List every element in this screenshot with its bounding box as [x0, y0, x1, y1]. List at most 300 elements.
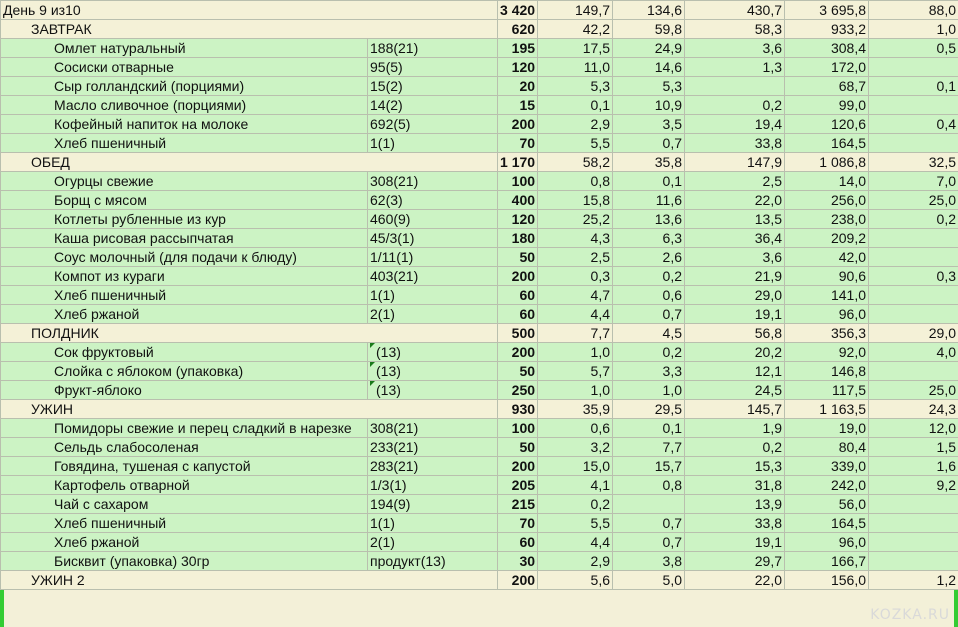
protein-cell[interactable]: 0,1: [538, 96, 613, 115]
kcal-cell[interactable]: 92,0: [785, 343, 869, 362]
recipe-code-cell[interactable]: [368, 286, 498, 305]
dish-name-cell[interactable]: Хлеб пшеничный: [1, 514, 368, 533]
dish-name-cell[interactable]: Борщ с мясом: [1, 191, 368, 210]
dish-row: [1, 115, 958, 134]
protein-cell[interactable]: 0,2: [538, 495, 613, 514]
carbs-cell[interactable]: 31,8: [685, 476, 785, 495]
fat-cell[interactable]: 2,6: [613, 248, 685, 267]
carbs-cell[interactable]: 0,2: [685, 96, 785, 115]
protein-cell[interactable]: 58,2: [538, 153, 613, 172]
fat-cell[interactable]: 0,1: [613, 419, 685, 438]
dish-row: [1, 305, 958, 324]
meal-name-cell[interactable]: УЖИН 2: [1, 571, 498, 590]
recipe-code: 62(3): [370, 192, 403, 208]
recipe-code: 1/11(1): [370, 249, 414, 265]
kcal-cell[interactable]: 356,3: [785, 324, 869, 343]
fat-cell[interactable]: 7,7: [613, 438, 685, 457]
fat-cell[interactable]: 11,6: [613, 191, 685, 210]
vitamin-cell[interactable]: [869, 286, 958, 305]
protein-cell[interactable]: 149,7: [538, 1, 613, 20]
dish-name-cell[interactable]: Помидоры свежие и перец сладкий в нарезке: [1, 419, 368, 438]
vitamin-cell[interactable]: [869, 514, 958, 533]
weight-cell[interactable]: 400: [498, 191, 538, 210]
dish-name-cell[interactable]: Хлеб ржаной: [1, 305, 368, 324]
meal-name-cell[interactable]: УЖИН: [1, 400, 498, 419]
carbs-cell[interactable]: 3,6: [685, 39, 785, 58]
dish-name-cell[interactable]: Хлеб пшеничный: [1, 134, 368, 153]
carbs-cell[interactable]: 1,9: [685, 419, 785, 438]
recipe-code-cell[interactable]: [368, 191, 498, 210]
weight-cell[interactable]: 250: [498, 381, 538, 400]
meal-section-row: [1, 571, 958, 590]
recipe-code-cell[interactable]: [368, 438, 498, 457]
recipe-code-cell[interactable]: [368, 343, 498, 362]
kcal-cell[interactable]: 80,4: [785, 438, 869, 457]
kcal-cell[interactable]: 339,0: [785, 457, 869, 476]
carbs-cell[interactable]: 0,2: [685, 438, 785, 457]
dish-row: [1, 229, 958, 248]
recipe-code: 308(21): [370, 173, 419, 189]
dish-name-cell[interactable]: Кофейный напиток на молоке: [1, 115, 368, 134]
recipe-code-cell[interactable]: [368, 96, 498, 115]
fat-cell[interactable]: 3,5: [613, 115, 685, 134]
recipe-code: 460(9): [370, 211, 411, 227]
vitamin-cell[interactable]: [869, 552, 958, 571]
recipe-code-cell[interactable]: [368, 552, 498, 571]
recipe-code: продукт(13): [370, 553, 446, 569]
vitamin-cell[interactable]: 1,5: [869, 438, 958, 457]
vitamin-cell[interactable]: 88,0: [869, 1, 958, 20]
vitamin-cell[interactable]: 0,2: [869, 210, 958, 229]
recipe-code: 2(1): [370, 534, 395, 550]
weight-cell[interactable]: 1 170: [498, 153, 538, 172]
weight-cell[interactable]: 205: [498, 476, 538, 495]
vitamin-cell[interactable]: 0,3: [869, 267, 958, 286]
fat-cell[interactable]: 24,9: [613, 39, 685, 58]
recipe-code: 95(5): [370, 59, 403, 75]
dish-name-cell[interactable]: Масло сливочное (порциями): [1, 96, 368, 115]
weight-cell[interactable]: 70: [498, 514, 538, 533]
fat-cell[interactable]: 14,6: [613, 58, 685, 77]
vitamin-cell[interactable]: 12,0: [869, 419, 958, 438]
dish-row: [1, 419, 958, 438]
vitamin-cell[interactable]: 0,1: [869, 77, 958, 96]
protein-cell[interactable]: 15,0: [538, 457, 613, 476]
recipe-code-cell[interactable]: [368, 305, 498, 324]
fat-cell[interactable]: 0,7: [613, 134, 685, 153]
vitamin-cell[interactable]: 4,0: [869, 343, 958, 362]
kcal-cell[interactable]: 56,0: [785, 495, 869, 514]
protein-cell[interactable]: 15,8: [538, 191, 613, 210]
meal-section-row: [1, 153, 958, 172]
kcal-cell[interactable]: 238,0: [785, 210, 869, 229]
carbs-cell[interactable]: 33,8: [685, 134, 785, 153]
recipe-code: 45/3(1): [370, 230, 415, 246]
protein-cell[interactable]: 1,0: [538, 381, 613, 400]
fat-cell[interactable]: 5,0: [613, 571, 685, 590]
dish-row: [1, 39, 958, 58]
kcal-cell[interactable]: 117,5: [785, 381, 869, 400]
weight-cell[interactable]: 200: [498, 267, 538, 286]
protein-cell[interactable]: 0,3: [538, 267, 613, 286]
weight-cell[interactable]: 200: [498, 571, 538, 590]
carbs-cell[interactable]: 29,0: [685, 286, 785, 305]
fat-cell[interactable]: 29,5: [613, 400, 685, 419]
carbs-cell[interactable]: 29,7: [685, 552, 785, 571]
dish-row: [1, 172, 958, 191]
dish-row: [1, 77, 958, 96]
recipe-code: 1/3(1): [370, 477, 407, 493]
carbs-cell[interactable]: 13,9: [685, 495, 785, 514]
recipe-code-cell[interactable]: [368, 39, 498, 58]
fat-cell[interactable]: 0,2: [613, 343, 685, 362]
dish-row: [1, 476, 958, 495]
dish-name-cell[interactable]: Хлеб пшеничный: [1, 286, 368, 305]
weight-cell[interactable]: 200: [498, 115, 538, 134]
protein-cell[interactable]: 4,4: [538, 305, 613, 324]
protein-cell[interactable]: 2,5: [538, 248, 613, 267]
protein-cell[interactable]: 25,2: [538, 210, 613, 229]
dish-name-cell[interactable]: Сыр голландский (порциями): [1, 77, 368, 96]
recipe-code: 403(21): [370, 268, 419, 284]
dish-row: [1, 267, 958, 286]
recipe-code: 1(1): [370, 135, 395, 151]
recipe-code: 194(9): [370, 496, 411, 512]
dish-row: [1, 134, 958, 153]
carbs-cell[interactable]: 22,0: [685, 191, 785, 210]
recipe-code-cell[interactable]: [368, 514, 498, 533]
dish-name-cell[interactable]: Фрукт-яблоко: [1, 381, 368, 400]
dish-row: [1, 495, 958, 514]
dish-row: [1, 552, 958, 571]
carbs-cell[interactable]: 12,1: [685, 362, 785, 381]
fat-cell[interactable]: 59,8: [613, 20, 685, 39]
weight-cell[interactable]: 200: [498, 457, 538, 476]
carbs-cell[interactable]: 58,3: [685, 20, 785, 39]
dish-name-cell[interactable]: Каша рисовая рассыпчатая: [1, 229, 368, 248]
fat-cell[interactable]: 13,6: [613, 210, 685, 229]
comment-marker-icon: [370, 362, 375, 367]
recipe-code: 14(2): [370, 97, 403, 113]
dish-row: [1, 343, 958, 362]
kcal-cell[interactable]: 19,0: [785, 419, 869, 438]
weight-cell[interactable]: 20: [498, 77, 538, 96]
carbs-cell[interactable]: 1,3: [685, 58, 785, 77]
recipe-code-cell[interactable]: [368, 495, 498, 514]
carbs-cell[interactable]: 22,0: [685, 571, 785, 590]
recipe-code-cell[interactable]: [368, 533, 498, 552]
weight-cell[interactable]: 50: [498, 362, 538, 381]
recipe-code: (13): [376, 344, 401, 360]
protein-cell[interactable]: 5,3: [538, 77, 613, 96]
carbs-cell[interactable]: 430,7: [685, 1, 785, 20]
meal-name-cell[interactable]: ОБЕД: [1, 153, 498, 172]
protein-cell[interactable]: 1,0: [538, 343, 613, 362]
fat-cell[interactable]: 0,7: [613, 305, 685, 324]
dish-row: [1, 96, 958, 115]
dish-name-cell[interactable]: Сосиски отварные: [1, 58, 368, 77]
fat-cell[interactable]: 0,1: [613, 172, 685, 191]
carbs-cell[interactable]: 3,6: [685, 248, 785, 267]
comment-marker-icon: [370, 381, 375, 386]
dish-name-cell[interactable]: Картофель отварной: [1, 476, 368, 495]
fat-cell[interactable]: 15,7: [613, 457, 685, 476]
recipe-code: 1(1): [370, 515, 395, 531]
kcal-cell[interactable]: 156,0: [785, 571, 869, 590]
protein-cell[interactable]: 4,1: [538, 476, 613, 495]
vitamin-cell[interactable]: 0,4: [869, 115, 958, 134]
recipe-code-cell[interactable]: [368, 267, 498, 286]
carbs-cell[interactable]: 33,8: [685, 514, 785, 533]
carbs-cell[interactable]: [685, 77, 785, 96]
protein-cell[interactable]: 4,7: [538, 286, 613, 305]
protein-cell[interactable]: 2,9: [538, 115, 613, 134]
fat-cell[interactable]: 3,3: [613, 362, 685, 381]
fat-cell[interactable]: [613, 495, 685, 514]
weight-cell[interactable]: 3 420: [498, 1, 538, 20]
kcal-cell[interactable]: 3 695,8: [785, 1, 869, 20]
dish-row: [1, 457, 958, 476]
fat-cell[interactable]: 6,3: [613, 229, 685, 248]
weight-cell[interactable]: 60: [498, 305, 538, 324]
vitamin-cell[interactable]: [869, 58, 958, 77]
kcal-cell[interactable]: 68,7: [785, 77, 869, 96]
kcal-cell[interactable]: 256,0: [785, 191, 869, 210]
kcal-cell[interactable]: 209,2: [785, 229, 869, 248]
fat-cell[interactable]: 3,8: [613, 552, 685, 571]
carbs-cell[interactable]: 20,2: [685, 343, 785, 362]
vitamin-cell[interactable]: 7,0: [869, 172, 958, 191]
dish-name-cell[interactable]: Соус молочный (для подачи к блюду): [1, 248, 368, 267]
protein-cell[interactable]: 5,7: [538, 362, 613, 381]
recipe-code-cell[interactable]: [368, 381, 498, 400]
recipe-code-cell[interactable]: [368, 457, 498, 476]
dish-row: [1, 362, 958, 381]
dish-name-cell[interactable]: Сок фруктовый: [1, 343, 368, 362]
weight-cell[interactable]: 500: [498, 324, 538, 343]
fat-cell[interactable]: 0,2: [613, 267, 685, 286]
recipe-code-cell[interactable]: [368, 476, 498, 495]
vitamin-cell[interactable]: [869, 533, 958, 552]
kcal-cell[interactable]: 164,5: [785, 514, 869, 533]
recipe-code: 15(2): [370, 78, 403, 94]
vitamin-cell[interactable]: [869, 362, 958, 381]
kcal-cell[interactable]: 96,0: [785, 305, 869, 324]
protein-cell[interactable]: 2,9: [538, 552, 613, 571]
dish-row: [1, 438, 958, 457]
kcal-cell[interactable]: 141,0: [785, 286, 869, 305]
vitamin-cell[interactable]: [869, 229, 958, 248]
kcal-cell[interactable]: 146,8: [785, 362, 869, 381]
dish-name-cell[interactable]: Сельдь слабосоленая: [1, 438, 368, 457]
carbs-cell[interactable]: 19,1: [685, 533, 785, 552]
weight-cell[interactable]: 195: [498, 39, 538, 58]
recipe-code: 188(21): [370, 40, 419, 56]
weight-cell[interactable]: 50: [498, 248, 538, 267]
weight-cell[interactable]: 120: [498, 58, 538, 77]
vitamin-cell[interactable]: [869, 96, 958, 115]
recipe-code-cell[interactable]: [368, 210, 498, 229]
protein-cell[interactable]: 0,8: [538, 172, 613, 191]
carbs-cell[interactable]: 147,9: [685, 153, 785, 172]
vitamin-cell[interactable]: 25,0: [869, 191, 958, 210]
protein-cell[interactable]: 4,3: [538, 229, 613, 248]
kcal-cell[interactable]: 172,0: [785, 58, 869, 77]
kcal-cell[interactable]: 1 086,8: [785, 153, 869, 172]
weight-cell[interactable]: 120: [498, 210, 538, 229]
carbs-cell[interactable]: 19,1: [685, 305, 785, 324]
carbs-cell[interactable]: 36,4: [685, 229, 785, 248]
weight-cell[interactable]: 30: [498, 552, 538, 571]
carbs-cell[interactable]: 15,3: [685, 457, 785, 476]
recipe-code-cell[interactable]: [368, 419, 498, 438]
recipe-code-cell[interactable]: [368, 134, 498, 153]
weight-cell[interactable]: 50: [498, 438, 538, 457]
weight-cell[interactable]: 620: [498, 20, 538, 39]
weight-cell[interactable]: 215: [498, 495, 538, 514]
protein-cell[interactable]: 5,6: [538, 571, 613, 590]
recipe-code-cell[interactable]: [368, 172, 498, 191]
recipe-code: 1(1): [370, 287, 395, 303]
carbs-cell[interactable]: 13,5: [685, 210, 785, 229]
dish-name-cell[interactable]: Компот из кураги: [1, 267, 368, 286]
vitamin-cell[interactable]: [869, 305, 958, 324]
vitamin-cell[interactable]: 9,2: [869, 476, 958, 495]
protein-cell[interactable]: 3,2: [538, 438, 613, 457]
meal-name-cell[interactable]: ЗАВТРАК: [1, 20, 498, 39]
protein-cell[interactable]: 5,5: [538, 514, 613, 533]
dish-name-cell[interactable]: Огурцы свежие: [1, 172, 368, 191]
carbs-cell[interactable]: 21,9: [685, 267, 785, 286]
meal-section-row: [1, 400, 958, 419]
protein-cell[interactable]: 4,4: [538, 533, 613, 552]
carbs-cell[interactable]: 145,7: [685, 400, 785, 419]
vitamin-cell[interactable]: 32,5: [869, 153, 958, 172]
recipe-code: 283(21): [370, 458, 419, 474]
day-total-row: [1, 1, 958, 20]
kcal-cell[interactable]: 90,6: [785, 267, 869, 286]
dish-name-cell[interactable]: Омлет натуральный: [1, 39, 368, 58]
fat-cell[interactable]: 0,7: [613, 514, 685, 533]
weight-cell[interactable]: 100: [498, 419, 538, 438]
protein-cell[interactable]: 7,7: [538, 324, 613, 343]
meal-section-row: [1, 324, 958, 343]
kcal-cell[interactable]: 1 163,5: [785, 400, 869, 419]
comment-marker-icon: [370, 343, 375, 348]
weight-cell[interactable]: 200: [498, 343, 538, 362]
vitamin-cell[interactable]: [869, 495, 958, 514]
vitamin-cell[interactable]: 1,2: [869, 571, 958, 590]
fat-cell[interactable]: 4,5: [613, 324, 685, 343]
dish-name-cell[interactable]: Котлеты рубленные из кур: [1, 210, 368, 229]
recipe-code: 233(21): [370, 439, 419, 455]
kcal-cell[interactable]: 166,7: [785, 552, 869, 571]
recipe-code: 2(1): [370, 306, 395, 322]
fat-cell[interactable]: 10,9: [613, 96, 685, 115]
kcal-cell[interactable]: 164,5: [785, 134, 869, 153]
dish-name-cell[interactable]: Чай с сахаром: [1, 495, 368, 514]
dish-row: [1, 191, 958, 210]
recipe-code: (13): [376, 382, 401, 398]
vitamin-cell[interactable]: 0,5: [869, 39, 958, 58]
dish-row: [1, 381, 958, 400]
kcal-cell[interactable]: 933,2: [785, 20, 869, 39]
weight-cell[interactable]: 60: [498, 533, 538, 552]
dish-name-cell[interactable]: Бисквит (упаковка) 30гр: [1, 552, 368, 571]
kcal-cell[interactable]: 120,6: [785, 115, 869, 134]
meal-section-row: [1, 20, 958, 39]
vitamin-cell[interactable]: [869, 134, 958, 153]
dish-name-cell[interactable]: Хлеб ржаной: [1, 533, 368, 552]
kcal-cell[interactable]: 96,0: [785, 533, 869, 552]
carbs-cell[interactable]: 19,4: [685, 115, 785, 134]
vitamin-cell[interactable]: 1,6: [869, 457, 958, 476]
dish-row: [1, 58, 958, 77]
dish-row: [1, 533, 958, 552]
kcal-cell[interactable]: 308,4: [785, 39, 869, 58]
vitamin-cell[interactable]: [869, 248, 958, 267]
fat-cell[interactable]: 35,8: [613, 153, 685, 172]
protein-cell[interactable]: 11,0: [538, 58, 613, 77]
vitamin-cell[interactable]: 29,0: [869, 324, 958, 343]
weight-cell[interactable]: 70: [498, 134, 538, 153]
dish-name-cell[interactable]: Слойка с яблоком (упаковка): [1, 362, 368, 381]
protein-cell[interactable]: 5,5: [538, 134, 613, 153]
fat-cell[interactable]: 1,0: [613, 381, 685, 400]
weight-cell[interactable]: 100: [498, 172, 538, 191]
recipe-code-cell[interactable]: [368, 77, 498, 96]
protein-cell[interactable]: 0,6: [538, 419, 613, 438]
fat-cell[interactable]: 0,8: [613, 476, 685, 495]
recipe-code-cell[interactable]: [368, 58, 498, 77]
protein-cell[interactable]: 35,9: [538, 400, 613, 419]
weight-cell[interactable]: 60: [498, 286, 538, 305]
kcal-cell[interactable]: 14,0: [785, 172, 869, 191]
vitamin-cell[interactable]: 25,0: [869, 381, 958, 400]
recipe-code-cell[interactable]: [368, 229, 498, 248]
recipe-code: 692(5): [370, 116, 411, 132]
fat-cell[interactable]: 134,6: [613, 1, 685, 20]
kcal-cell[interactable]: 99,0: [785, 96, 869, 115]
meal-name-cell[interactable]: ПОЛДНИК: [1, 324, 498, 343]
dish-name-cell[interactable]: Говядина, тушеная с капустой: [1, 457, 368, 476]
dish-row: [1, 248, 958, 267]
recipe-code-cell[interactable]: [368, 362, 498, 381]
vitamin-cell[interactable]: 24,3: [869, 400, 958, 419]
fat-cell[interactable]: 5,3: [613, 77, 685, 96]
weight-cell[interactable]: 930: [498, 400, 538, 419]
recipe-code-cell[interactable]: [368, 248, 498, 267]
protein-cell[interactable]: 42,2: [538, 20, 613, 39]
kcal-cell[interactable]: 42,0: [785, 248, 869, 267]
fat-cell[interactable]: 0,7: [613, 533, 685, 552]
day-label-cell[interactable]: День 9 из10: [1, 1, 498, 20]
recipe-code: (13): [376, 363, 401, 379]
watermark-text: KOZKA.RU: [870, 607, 950, 623]
dish-row: [1, 286, 958, 305]
carbs-cell[interactable]: 56,8: [685, 324, 785, 343]
recipe-code-cell[interactable]: [368, 115, 498, 134]
weight-cell[interactable]: 15: [498, 96, 538, 115]
carbs-cell[interactable]: 24,5: [685, 381, 785, 400]
fat-cell[interactable]: 0,6: [613, 286, 685, 305]
weight-cell[interactable]: 180: [498, 229, 538, 248]
carbs-cell[interactable]: 2,5: [685, 172, 785, 191]
recipe-code: 308(21): [370, 420, 419, 436]
kcal-cell[interactable]: 242,0: [785, 476, 869, 495]
vitamin-cell[interactable]: 1,0: [869, 20, 958, 39]
protein-cell[interactable]: 17,5: [538, 39, 613, 58]
